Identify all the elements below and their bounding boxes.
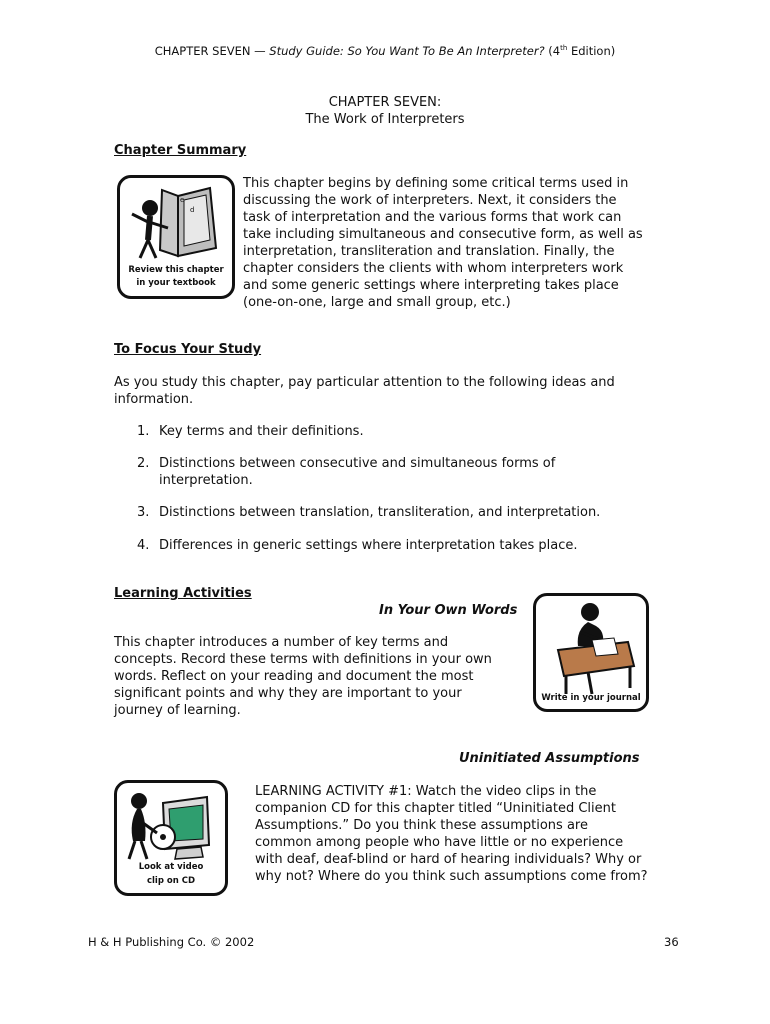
own-words-line: words. Reflect on your reading and document the most bbox=[114, 669, 474, 684]
list-text: Key terms and their definitions. bbox=[159, 424, 364, 439]
focus-intro-line: As you study this chapter, pay particular attention to the following ideas and bbox=[114, 375, 615, 390]
list-number: 1. bbox=[137, 424, 150, 439]
summary-line: take including simultaneous and consecutive form, as well as bbox=[243, 227, 643, 242]
list-item bbox=[137, 537, 657, 554]
list-text: Distinctions between translation, transliteration, and interpretation. bbox=[159, 505, 601, 520]
header-edition-sup: th bbox=[560, 44, 568, 53]
list-text-cont: interpretation. bbox=[159, 473, 253, 488]
video-caption-1: Look at video bbox=[138, 862, 204, 872]
header-prefix: CHAPTER SEVEN — bbox=[154, 44, 270, 58]
summary-line: and some generic settings where interpreting takes place bbox=[243, 278, 619, 293]
textbook-caption-1: Review this chapter bbox=[128, 265, 224, 275]
summary-line: task of interpretation and the various forms that work can bbox=[243, 210, 622, 225]
focus-intro bbox=[114, 374, 674, 408]
list-number: 2. bbox=[137, 456, 150, 471]
list-item bbox=[137, 504, 657, 521]
svg-text:e: e bbox=[180, 196, 185, 204]
header-edition-open: (4 bbox=[544, 44, 561, 58]
journal-caption: Write in your journal bbox=[541, 693, 641, 703]
list-number: 4. bbox=[137, 538, 150, 553]
video-icon-card bbox=[114, 780, 228, 896]
summary-line: This chapter begins by defining some critical terms used in bbox=[243, 176, 629, 191]
summary-line: interpretation, transliteration and translation. Finally, the bbox=[243, 244, 615, 259]
header-title: Study Guide: So You Want To Be An Interpreter? bbox=[269, 44, 545, 58]
assumptions-line: LEARNING ACTIVITY #1: Watch the video clips in the bbox=[255, 784, 597, 799]
assumptions-line: with deaf, deaf-blind or hard of hearing individuals? Why or bbox=[255, 852, 642, 867]
list-number: 3. bbox=[137, 505, 150, 520]
summary-text bbox=[243, 175, 663, 311]
footer-publisher: H & H Publishing Co. © 2002 bbox=[88, 935, 255, 949]
summary-heading: Chapter Summary bbox=[114, 143, 247, 158]
own-words-line: This chapter introduces a number of key terms and bbox=[114, 635, 449, 650]
list-item bbox=[137, 455, 657, 489]
assumptions-line: companion CD for this chapter titled “Uninitiated Client bbox=[255, 801, 616, 816]
list-text: Distinctions between consecutive and simultaneous forms of bbox=[159, 456, 556, 471]
header-edition-close: Edition) bbox=[567, 44, 616, 58]
list-text: Differences in generic settings where interpretation takes place. bbox=[159, 538, 578, 553]
video-caption-2: clip on CD bbox=[146, 876, 196, 886]
focus-heading: To Focus Your Study bbox=[114, 342, 262, 357]
journal-icon-card bbox=[533, 593, 649, 712]
chapter-number: CHAPTER SEVEN: bbox=[328, 95, 442, 110]
activities-heading: Learning Activities bbox=[114, 586, 252, 601]
assumptions-line: why not? Where do you think such assumptions come from? bbox=[255, 869, 648, 884]
svg-text:d: d bbox=[190, 206, 195, 214]
assumptions-text bbox=[255, 783, 665, 885]
summary-line: (one-on-one, large and small group, etc.) bbox=[243, 295, 511, 310]
summary-line: chapter considers the clients with whom interpreters work bbox=[243, 261, 624, 276]
focus-intro-line: information. bbox=[114, 392, 194, 407]
own-words-line: journey of learning. bbox=[114, 703, 241, 718]
page-number: 36 bbox=[664, 935, 679, 949]
assumptions-line: common among people who have little or no experience bbox=[255, 835, 624, 850]
textbook-caption-2: in your textbook bbox=[136, 278, 216, 288]
assumptions-title: Uninitiated Assumptions bbox=[459, 751, 640, 766]
textbook-icon-card bbox=[117, 175, 235, 299]
own-words-line: concepts. Record these terms with definitions in your own bbox=[114, 652, 492, 667]
running-header bbox=[0, 44, 770, 58]
assumptions-line: Assumptions.” Do you think these assumptions are bbox=[255, 818, 588, 833]
own-words-title: In Your Own Words bbox=[379, 603, 518, 618]
summary-line: discussing the work of interpreters. Next, it considers the bbox=[243, 193, 617, 208]
list-item bbox=[137, 423, 657, 440]
own-words-text bbox=[114, 634, 524, 719]
own-words-line: significant points and why they are important to your bbox=[114, 686, 462, 701]
chapter-title: The Work of Interpreters bbox=[305, 112, 465, 127]
